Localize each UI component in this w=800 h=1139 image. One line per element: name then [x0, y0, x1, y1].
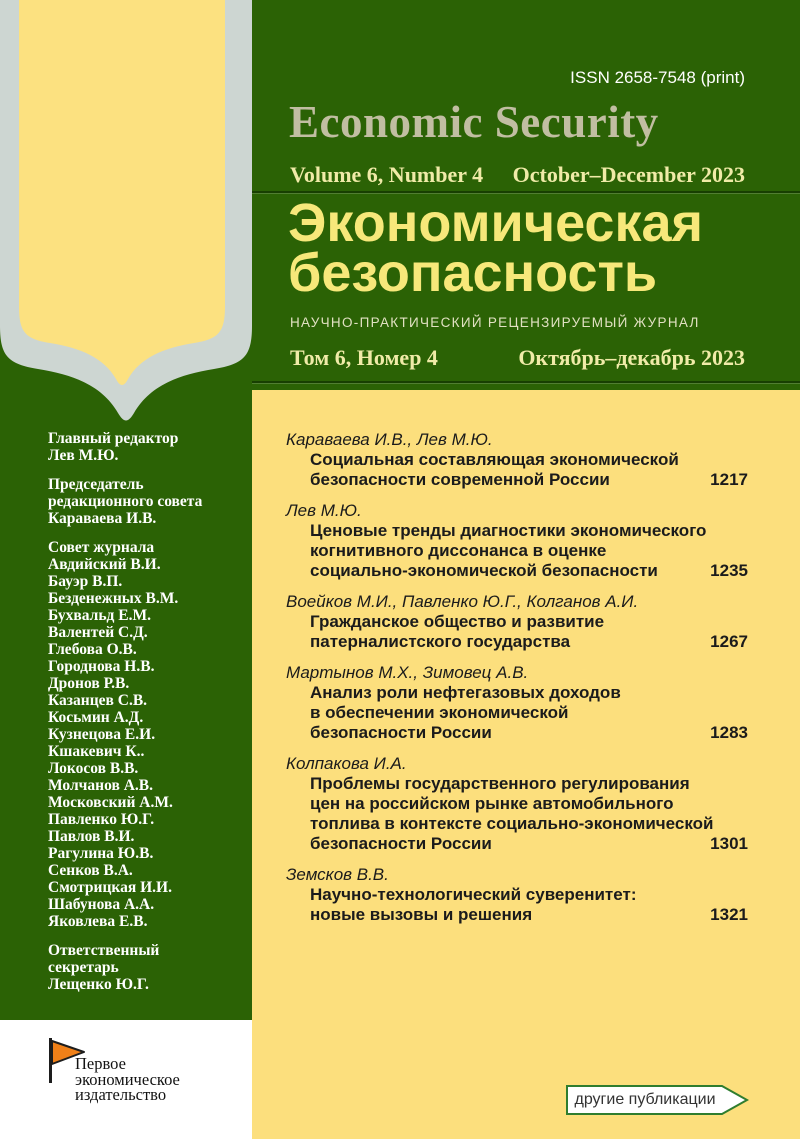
- board-member-name: Шабунова А.А.: [48, 896, 155, 913]
- sidebar-section: [48, 476, 226, 527]
- issn-label: ISSN 2658-7548 (print): [570, 68, 745, 87]
- toc-entry-title-text: безопасности современной России: [310, 470, 610, 489]
- board-member-name: Молчанов А.В.: [48, 777, 153, 794]
- editorial-board: [48, 430, 226, 1005]
- board-member-name: Бауэр В.П.: [48, 573, 123, 590]
- toc-entry-title-line: Анализ роли нефтегазовых доходов: [310, 683, 621, 702]
- toc-entry-page-number: 1321: [710, 905, 748, 924]
- toc-entry-last-line: [286, 561, 748, 581]
- toc-entry-authors: Земсков В.В.: [286, 865, 389, 884]
- sidebar-section: [48, 539, 226, 930]
- volume-number-en: Volume 6, Number 4: [290, 162, 484, 187]
- sidebar-section: [48, 942, 226, 993]
- toc-entry-title-line: когнитивного диссонанса в оценке: [310, 541, 607, 560]
- sidebar-section-heading: Главный редактор: [48, 430, 179, 447]
- toc-entry-last-line: [286, 834, 748, 854]
- board-member-name: Павленко Ю.Г.: [48, 811, 155, 828]
- board-member-name: Валентей С.Д.: [48, 624, 148, 641]
- toc-entry-title-line: Социальная составляющая экономической: [310, 450, 679, 469]
- issue-date-en: October–December 2023: [512, 162, 745, 187]
- toc-entry-title-text: безопасности России: [310, 834, 492, 853]
- board-member-name: Смотрицкая И.И.: [48, 879, 172, 896]
- board-member-name: Рагулина Ю.В.: [48, 845, 154, 862]
- toc-entry-title-line: Гражданское общество и развитие: [310, 612, 605, 631]
- volume-number-ru: Том 6, Номер 4: [290, 345, 438, 370]
- volume-row-russian: [290, 345, 745, 371]
- toc-entry-last-line: [286, 470, 748, 490]
- toc-entry[interactable]: [286, 865, 748, 925]
- toc-entry-title-text: патерналистского государства: [310, 632, 571, 651]
- toc-list: [252, 390, 800, 925]
- board-member-name: Караваева И.В.: [48, 510, 157, 527]
- journal-subtitle: НАУЧНО-ПРАКТИЧЕСКИЙ РЕЦЕНЗИРУЕМЫЙ ЖУРНАЛ: [290, 315, 700, 330]
- bookmark-ribbon-icon: [0, 0, 252, 450]
- sidebar-section-heading: Ответственный секретарь: [48, 942, 160, 976]
- board-member-name: Яковлева Е.В.: [48, 913, 148, 930]
- toc-entry-title-text: безопасности России: [310, 723, 492, 742]
- board-member-name: Дронов Р.В.: [48, 675, 130, 692]
- toc-entry-page-number: 1267: [710, 632, 748, 651]
- publisher-name-line: Первое: [75, 1054, 126, 1073]
- toc-entry[interactable]: [286, 663, 748, 743]
- left-column: [0, 0, 252, 1139]
- toc-entry-last-line: [286, 632, 748, 652]
- volume-row-english: [290, 162, 745, 188]
- toc-entry-title-line: топлива в контексте социально-экономической: [310, 814, 714, 833]
- board-member-name: Бухвальд Е.М.: [48, 607, 151, 624]
- more-publications-label: другие публикации: [574, 1091, 716, 1108]
- board-member-name: Лев М.Ю.: [48, 447, 119, 464]
- journal-title-russian: [288, 193, 704, 303]
- board-member-name: Городнова Н.В.: [48, 658, 155, 675]
- toc-entry-page-number: 1283: [710, 723, 748, 742]
- publisher-name-line: экономическое: [75, 1069, 180, 1089]
- board-member-name: Кузнецова Е.И.: [48, 726, 156, 743]
- toc-entry-page-number: 1217: [710, 470, 748, 489]
- toc-entry-title-line: цен на российском рынке автомобильного: [310, 794, 674, 813]
- board-member-name: Авдийский В.И.: [48, 556, 161, 573]
- toc-entry-authors: Колпакова И.А.: [286, 754, 407, 773]
- board-member-name: Казанцев С.В.: [48, 692, 148, 709]
- toc-entry-authors: Лев М.Ю.: [286, 501, 362, 520]
- right-column: [252, 0, 800, 1139]
- sidebar-section: [48, 430, 226, 464]
- sidebar-section-heading: Совет журнала: [48, 539, 155, 556]
- journal-title-russian-line2: безопасность: [288, 243, 658, 303]
- board-member-name: Косьмин А.Д.: [48, 709, 144, 726]
- board-member-name: Павлов В.И.: [48, 828, 135, 845]
- toc-entry-title-line: в обеспечении экономической: [310, 703, 569, 722]
- board-member-name: Глебова О.В.: [48, 641, 137, 658]
- cover-header: [252, 0, 800, 390]
- toc-entry-title-line: Научно-технологический суверенитет:: [310, 885, 637, 904]
- more-publications-button[interactable]: [566, 1085, 750, 1115]
- toc-entry-authors: Караваева И.В., Лев М.Ю.: [286, 430, 493, 449]
- table-of-contents-panel: [252, 390, 800, 1139]
- toc-entry[interactable]: [286, 430, 748, 490]
- toc-entry-title-text: новые вызовы и решения: [310, 905, 533, 924]
- journal-title-russian-line1: Экономическая: [288, 193, 704, 253]
- issue-date-ru: Октябрь–декабрь 2023: [518, 345, 745, 370]
- publisher-box: [0, 1020, 252, 1139]
- divider-line: [252, 381, 800, 383]
- toc-entry-title-line: Проблемы государственного регулирования: [310, 774, 690, 793]
- toc-entry-authors: Воейков М.И., Павленко Ю.Г., Колганов А.И.: [286, 592, 639, 611]
- board-member-name: Лещенко Ю.Г.: [48, 976, 149, 993]
- sidebar-section-heading: Председатель редакционного совета: [48, 476, 203, 510]
- toc-entry[interactable]: [286, 592, 748, 652]
- publisher-name: [75, 1056, 180, 1103]
- board-member-name: Безденежных В.М.: [48, 590, 179, 607]
- board-member-name: Московский А.М.: [48, 794, 173, 811]
- toc-entry[interactable]: [286, 754, 748, 854]
- toc-entry-title-text: социально-экономической безопасности: [310, 561, 658, 580]
- journal-title-english: Economic Security: [289, 97, 659, 147]
- board-member-name: Кшакевич К..: [48, 743, 145, 760]
- toc-entry-last-line: [286, 905, 748, 925]
- board-member-name: Сенков В.А.: [48, 862, 133, 879]
- toc-entry-page-number: 1301: [710, 834, 748, 853]
- toc-entry[interactable]: [286, 501, 748, 581]
- toc-entry-title-line: Ценовые тренды диагностики экономического: [310, 521, 707, 540]
- publisher-name-line: издательство: [75, 1085, 167, 1104]
- toc-entry-authors: Мартынов М.Х., Зимовец А.В.: [286, 663, 529, 682]
- board-member-name: Локосов В.В.: [48, 760, 139, 777]
- toc-entry-last-line: [286, 723, 748, 743]
- toc-entry-page-number: 1235: [710, 561, 748, 580]
